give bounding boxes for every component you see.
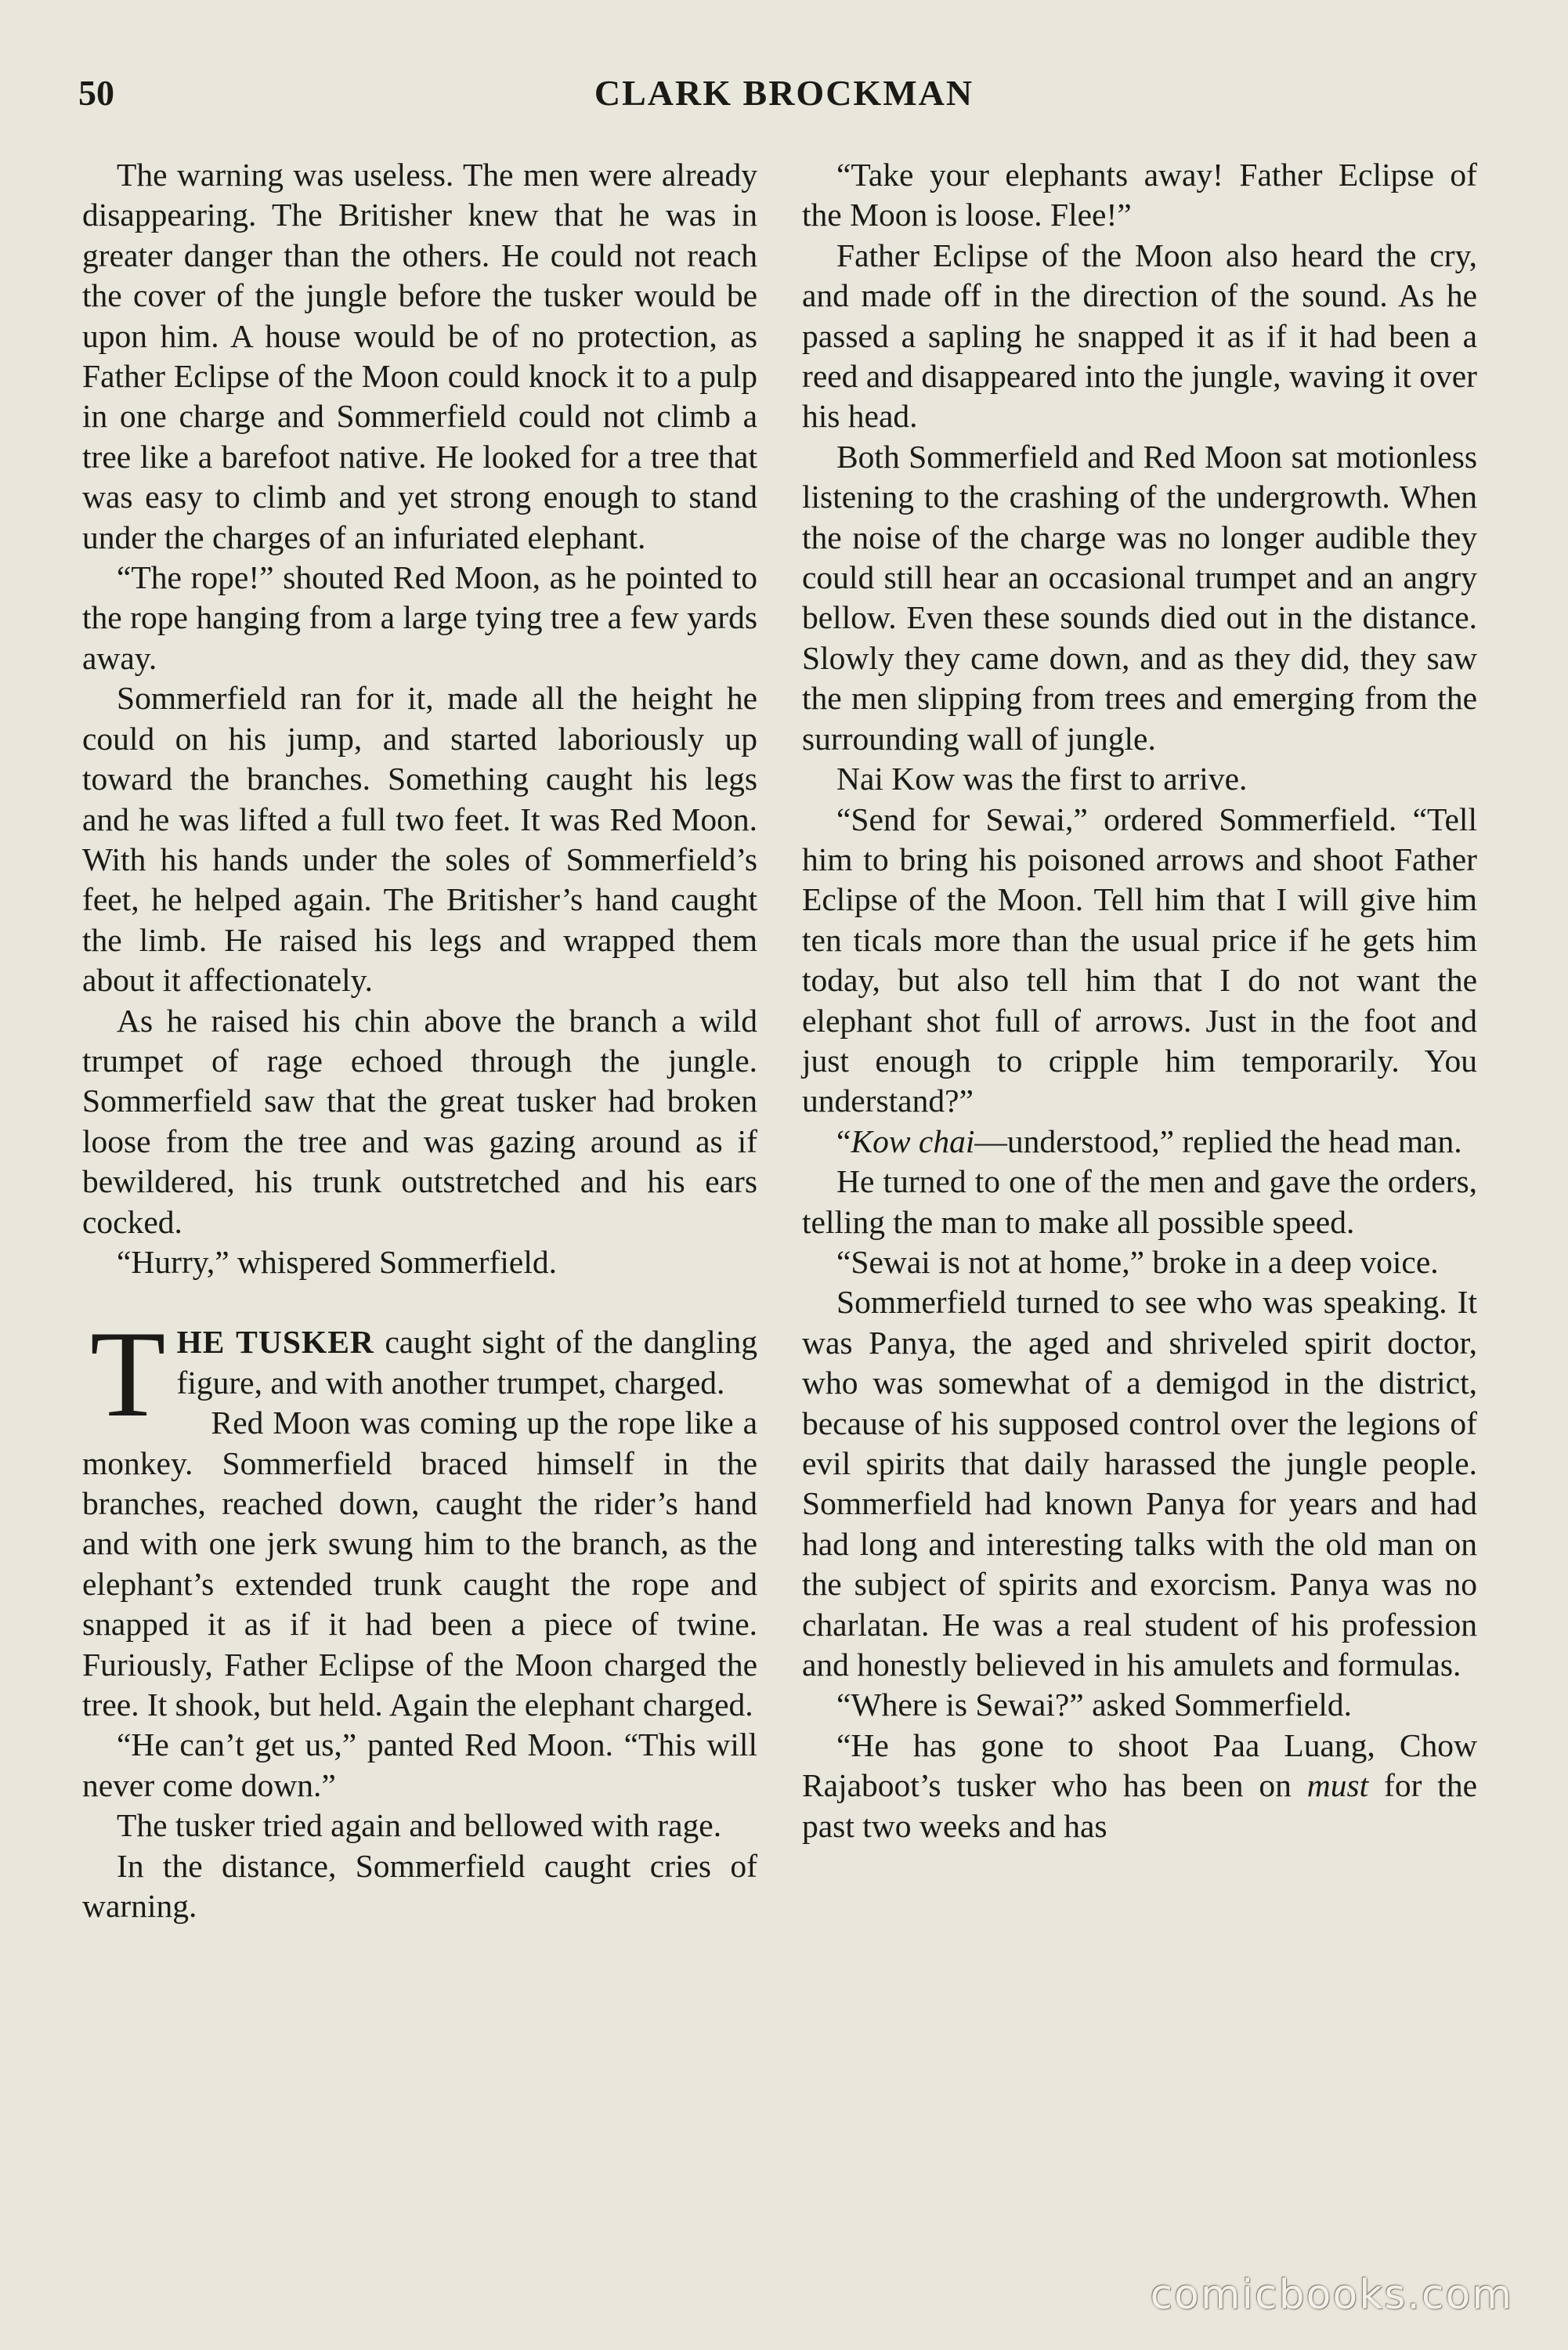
italic-phrase: Kow chai (851, 1123, 975, 1159)
paragraph: The tusker tried again and bellowed with rage. (117, 1807, 722, 1844)
paragraph: In the distance, Sommerfield caught cries of warning. (82, 1847, 757, 1925)
paragraph (802, 1122, 1477, 1162)
paragraph: “Take your elephants away! Father Eclipse of the Moon is loose. Flee!” (802, 157, 1477, 233)
paragraph: “He can’t get us,” panted Red Moon. “This will never come down.” (82, 1726, 757, 1803)
watermark: comicbooks.com (1150, 2272, 1513, 2319)
running-title: CLARK BROCKMAN (594, 73, 974, 113)
paragraph: Sommerfield turned to see who was speaking. It was Panya, the aged and shriveled spirit doctor, who was somewhat of a demigod in the district, because of his supposed control over the legions of evil spirits that daily harassed the jungle people. Sommerfield had known Panya for years and had had long and interesting talks with the old man on the subject of spirits and exorcism. Panya was no charlatan. He was a real student of his profession and honestly believed in his amulets and formulas. (802, 1284, 1477, 1683)
paragraph: “The rope!” shouted Red Moon, as he pointed to the rope hanging from a large tying tree a few yards away. (82, 559, 757, 676)
lead-in-caps: HE TUSKER (176, 1324, 374, 1361)
paragraph-text: for the past two weeks and has (802, 1767, 1477, 1844)
italic-word: must (1306, 1767, 1369, 1804)
paragraph: Nai Kow was the first to arrive. (836, 761, 1248, 797)
page-header (78, 72, 1490, 127)
left-column (82, 155, 757, 1926)
paragraph (802, 1726, 1477, 1846)
paragraph: Both Sommerfield and Red Moon sat motionless listening to the crashing of the undergrowth. When the noise of the charge was no longer audible they could still hear an occasional trumpet and an angry bellow. Even these sounds died out in the distance. Slowly they came down, and as they did, they saw the men slipping from trees and emerging from the surrounding wall of jungle. (802, 438, 1477, 757)
paragraph: “Where is Sewai?” asked Sommerfield. (836, 1687, 1352, 1723)
right-column (802, 155, 1477, 1846)
paragraph: Sommerfield ran for it, made all the height he could on his jump, and started laboriously up toward the branches. Something caught his legs and he was lifted a full two feet. It was Red Moon. With his hands under the soles of Sommerfield’s feet, he helped again. The Britisher’s hand caught the limb. He raised his legs and wrapped them about it affectionately. (82, 680, 757, 999)
paragraph-text: “He has gone to shoot Paa Luang, Chow Rajaboot’s tusker who has been on (802, 1726, 1477, 1804)
paragraph-text: caught sight of the dangling figure, and with another trumpet, charged. (176, 1324, 757, 1401)
paragraph: “Hurry,” whispered Sommerfield. (117, 1243, 557, 1280)
paragraph: “Sewai is not at home,” broke in a deep voice. (836, 1243, 1439, 1280)
paragraph: As he raised his chin above the branch a wild trumpet of rage echoed through the jungle. Sommerfield saw that the great tusker had broken loose from the tree and was gazing around as if bewildered, his trunk outstretched and his ears cocked. (82, 1002, 757, 1240)
paragraph: Father Eclipse of the Moon also heard the cry, and made off in the direction of the sound. As he passed a sapling he snapped it as if it had been a reed and disappeared into the jungle, waving it over his head. (802, 237, 1477, 435)
paragraph: The warning was useless. The men were already disappearing. The Britisher knew that he was in greater danger than the others. He could not reach the cover of the jungle before the tusker would be upon him. A house would be of no protection, as Father Eclipse of the Moon could knock it to a pulp in one charge and Sommerfield could not climb a tree like a barefoot native. He looked for a tree that was easy to climb and yet strong enough to stand under the charges of an infuriated elephant. (82, 157, 757, 555)
paragraph: “Send for Sewai,” ordered Sommerfield. “Tell him to bring his poisoned arrows and shoot Father Eclipse of the Moon. Tell him that I will give him ten ticals more than the usual price if he gets him today, but also tell him that I do not want the elephant shot full of arrows. Just in the foot and just enough to cripple him temporarily. You understand?” (802, 801, 1477, 1119)
paragraph: Red Moon was coming up the rope like a monkey. Sommerfield braced himself in the branches, reached down, caught the rider’s hand and with one jerk swung him to the branch, as the elephant’s extended trunk caught the rope and snapped it as if it had been a piece of twine. Furiously, Father Eclipse of the Moon charged the tree. It shook, but held. Again the elephant charged. (82, 1405, 757, 1723)
drop-cap: T (90, 1306, 166, 1444)
paragraph-text: —understood,” replied the head man. (974, 1123, 1462, 1159)
page-number: 50 (78, 73, 114, 113)
paragraph: He turned to one of the men and gave the orders, telling the man to make all possible speed. (802, 1163, 1477, 1240)
quote-mark: “ (836, 1123, 851, 1159)
section-break (82, 1282, 757, 1322)
section-opening-paragraph (82, 1306, 757, 1444)
